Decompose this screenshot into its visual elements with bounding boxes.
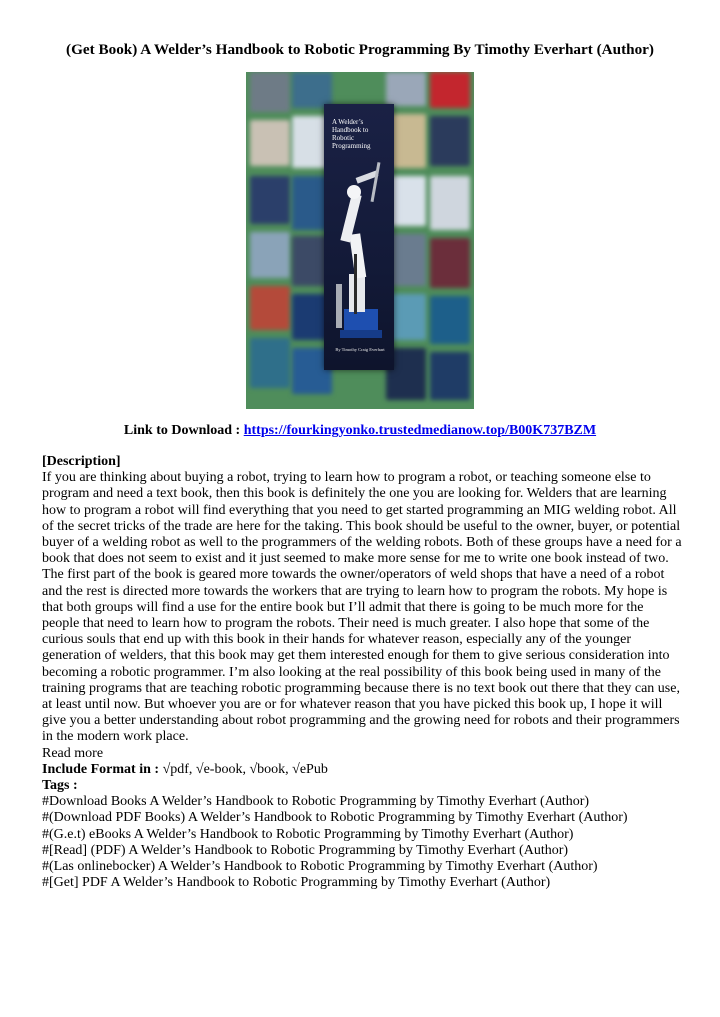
book-cover bbox=[324, 104, 394, 370]
download-link[interactable]: https://fourkingyonko.trustedmedianow.top/B00K737BZM bbox=[243, 423, 597, 438]
formats-value: √pdf, √e-book, √book, √ePub bbox=[162, 761, 328, 777]
read-more-link[interactable]: Read more bbox=[42, 745, 104, 761]
tag-item: #Download Books A Welder’s Handbook to Robotic Programming by Timothy Everhart (Author) bbox=[42, 794, 590, 810]
page-title: (Get Book) A Welder’s Handbook to Robotic Programming By Timothy Everhart (Author) bbox=[66, 41, 654, 58]
tag-item: #[Read] (PDF) A Welder’s Handbook to Robotic Programming by Timothy Everhart (Author) bbox=[42, 842, 569, 858]
download-link-line bbox=[0, 422, 720, 440]
formats-line bbox=[42, 762, 682, 778]
content-body bbox=[42, 454, 682, 891]
tags-heading: Tags : bbox=[42, 778, 78, 794]
book-cover-author: By Timothy Craig Everhart bbox=[335, 347, 385, 352]
book-cover-image bbox=[246, 72, 474, 409]
description-heading: [Description] bbox=[42, 454, 121, 469]
description-text: If you are thinking about buying a robot, trying to learn how to program a robot, or teaching someone else to program and need a text book, then this book is definitely the one you are looking for. Welders that are learning how to program a robot will find everything that you need to get started programming an MIG welding robot. All of the secret tricks of the trade are here for the taking. This book should be useful to the owner, buyer, or potential buyer of a welding robot as well to the programmers of the welding robots. Both of these groups have a need for a book that does not seem to exist and it just seemed to make more sense for me to write one book instead of two. The first part of the book is geared more towards the owner/operators of weld shops that have a need of a robot and the rest is directed more towards the workers that are trying to learn how to program the robots. My hope is that both groups will find a use for the entire book but I’ll admit that there is going to be much more for the people that need to learn how to program the robots. Their need is much greater. I also hope that some of the curious souls that end up with this book in their hands for whatever reason, especially any of the younger generation of welders, that this book may get them interested enough for them to give serious consideration into becoming a robotic programmer. I’m also looking at the real possibility of this book being used in many of the training programs that are teaching robotic programming because there is no text book out there that they can use, at least until now. But whoever you are or for whatever reason that you have picked this book up, I hope it will give you a better understanding about robot programming and the growing need for robots and their programmers in the modern work place. bbox=[42, 470, 682, 745]
tag-item: #(Las onlinebocker) A Welder’s Handbook to Robotic Programming by Timothy Everhart (Author) bbox=[42, 859, 598, 875]
download-label: Link to Download : bbox=[123, 423, 244, 438]
tag-item: #[Get] PDF A Welder’s Handbook to Robotic Programming by Timothy Everhart (Author) bbox=[42, 875, 551, 891]
tag-item: #(Download PDF Books) A Welder’s Handbook to Robotic Programming by Timothy Everhart (Author) bbox=[42, 810, 628, 826]
tag-item: #(G.e.t) eBooks A Welder’s Handbook to Robotic Programming by Timothy Everhart (Author) bbox=[42, 826, 574, 842]
book-cover-title: A Welder’s Handbook to Robotic Programming bbox=[332, 118, 371, 150]
formats-label: Include Format in : bbox=[42, 761, 163, 777]
welding-robot-illustration bbox=[324, 134, 394, 364]
